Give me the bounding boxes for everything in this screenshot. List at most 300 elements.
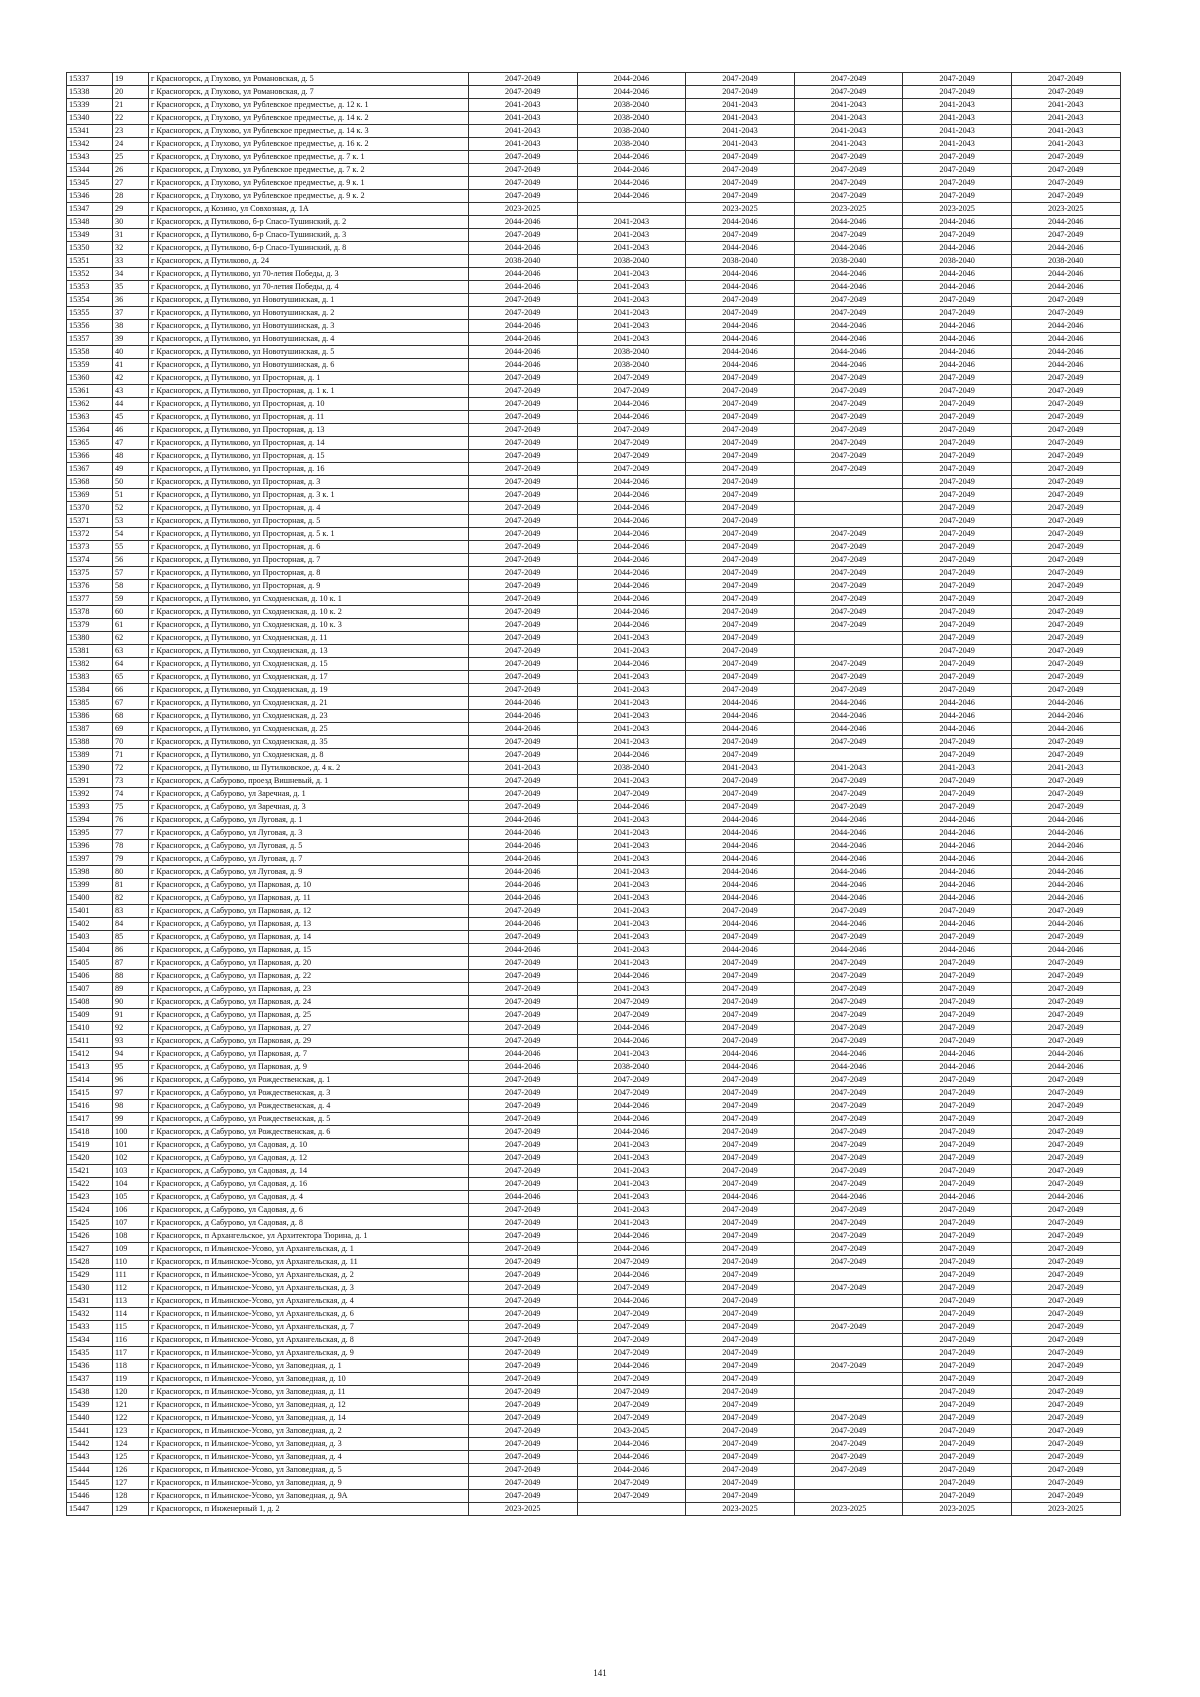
period-cell: 2047-2049 (686, 1425, 795, 1438)
table-row (67, 502, 1121, 515)
period-cell: 2044-2046 (1011, 216, 1120, 229)
row-number-cell: 15362 (67, 398, 113, 411)
period-cell: 2047-2049 (686, 1438, 795, 1451)
period-cell: 2044-2046 (794, 216, 903, 229)
address-cell: г Красногорск, д Сабурово, ул Парковая, д. 24 (149, 996, 469, 1009)
period-cell: 2047-2049 (1011, 1009, 1120, 1022)
period-cell: 2047-2049 (1011, 1321, 1120, 1334)
table-row (67, 1035, 1121, 1048)
table-row (67, 268, 1121, 281)
item-number-cell: 68 (113, 710, 149, 723)
row-number-cell: 15400 (67, 892, 113, 905)
period-cell: 2047-2049 (469, 996, 578, 1009)
period-cell: 2047-2049 (794, 86, 903, 99)
period-cell: 2047-2049 (469, 385, 578, 398)
period-cell (794, 632, 903, 645)
period-cell: 2041-2043 (577, 320, 686, 333)
item-number-cell: 100 (113, 1126, 149, 1139)
period-cell: 2047-2049 (469, 437, 578, 450)
item-number-cell: 103 (113, 1165, 149, 1178)
period-cell: 2044-2046 (794, 853, 903, 866)
row-number-cell: 15432 (67, 1308, 113, 1321)
address-cell: г Красногорск, п Ильинское-Усово, ул Заповедная, д. 9А (149, 1490, 469, 1503)
period-cell: 2044-2046 (903, 853, 1012, 866)
period-cell: 2047-2049 (903, 1321, 1012, 1334)
row-number-cell: 15435 (67, 1347, 113, 1360)
row-number-cell: 15446 (67, 1490, 113, 1503)
table-row (67, 697, 1121, 710)
period-cell: 2047-2049 (469, 801, 578, 814)
period-cell: 2047-2049 (469, 502, 578, 515)
period-cell: 2044-2046 (1011, 346, 1120, 359)
period-cell: 2047-2049 (903, 1334, 1012, 1347)
item-number-cell: 120 (113, 1386, 149, 1399)
table-row (67, 1412, 1121, 1425)
address-cell: г Красногорск, п Ильинское-Усово, ул Архангельская, д. 9 (149, 1347, 469, 1360)
period-cell: 2047-2049 (903, 957, 1012, 970)
row-number-cell: 15366 (67, 450, 113, 463)
period-cell: 2041-2043 (794, 125, 903, 138)
period-cell: 2044-2046 (903, 866, 1012, 879)
item-number-cell: 46 (113, 424, 149, 437)
item-number-cell: 49 (113, 463, 149, 476)
period-cell: 2044-2046 (903, 242, 1012, 255)
period-cell: 2047-2049 (577, 1009, 686, 1022)
period-cell: 2047-2049 (794, 684, 903, 697)
row-number-cell: 15364 (67, 424, 113, 437)
period-cell: 2047-2049 (903, 1308, 1012, 1321)
period-cell: 2047-2049 (469, 1334, 578, 1347)
item-number-cell: 93 (113, 1035, 149, 1048)
period-cell: 2047-2049 (469, 411, 578, 424)
page-number: 141 (593, 1668, 607, 1678)
period-cell: 2038-2040 (577, 99, 686, 112)
table-row (67, 567, 1121, 580)
period-cell: 2044-2046 (686, 359, 795, 372)
row-number-cell: 15410 (67, 1022, 113, 1035)
period-cell: 2047-2049 (794, 177, 903, 190)
item-number-cell: 106 (113, 1204, 149, 1217)
period-cell: 2044-2046 (469, 1191, 578, 1204)
table-row (67, 1061, 1121, 1074)
address-cell: г Красногорск, д Глухово, ул Рублевское предместье, д. 9 к. 1 (149, 177, 469, 190)
period-cell: 2047-2049 (469, 957, 578, 970)
period-cell: 2044-2046 (577, 164, 686, 177)
period-cell: 2047-2049 (469, 1399, 578, 1412)
period-cell: 2047-2049 (903, 489, 1012, 502)
period-cell: 2047-2049 (794, 736, 903, 749)
table-row (67, 879, 1121, 892)
address-cell: г Красногорск, п Ильинское-Усово, ул Заповедная, д. 9 (149, 1477, 469, 1490)
table-row (67, 1503, 1121, 1516)
period-cell: 2047-2049 (686, 775, 795, 788)
item-number-cell: 89 (113, 983, 149, 996)
table-row (67, 450, 1121, 463)
period-cell: 2047-2049 (903, 1074, 1012, 1087)
row-number-cell: 15415 (67, 1087, 113, 1100)
period-cell: 2044-2046 (469, 697, 578, 710)
period-cell: 2047-2049 (794, 190, 903, 203)
address-cell: г Красногорск, д Сабурово, ул Рождественская, д. 1 (149, 1074, 469, 1087)
period-cell: 2041-2043 (577, 671, 686, 684)
period-cell: 2041-2043 (577, 879, 686, 892)
period-cell: 2041-2043 (1011, 99, 1120, 112)
table-row (67, 801, 1121, 814)
table-row (67, 762, 1121, 775)
row-number-cell: 15401 (67, 905, 113, 918)
row-number-cell: 15396 (67, 840, 113, 853)
address-cell: г Красногорск, д Путилково, ул Сходненская, д. 21 (149, 697, 469, 710)
address-cell: г Красногорск, д Путилково, ул Новотушинская, д. 3 (149, 320, 469, 333)
table-row (67, 1100, 1121, 1113)
period-cell: 2023-2025 (1011, 203, 1120, 216)
period-cell: 2047-2049 (686, 1178, 795, 1191)
address-cell: г Красногорск, д Сабурово, ул Парковая, д. 25 (149, 1009, 469, 1022)
period-cell: 2047-2049 (1011, 1139, 1120, 1152)
period-cell: 2038-2040 (469, 255, 578, 268)
period-cell: 2047-2049 (469, 554, 578, 567)
address-cell: г Красногорск, д Сабурово, ул Рождественская, д. 6 (149, 1126, 469, 1139)
period-cell: 2047-2049 (469, 177, 578, 190)
period-cell: 2047-2049 (686, 1126, 795, 1139)
period-cell: 2041-2043 (469, 762, 578, 775)
period-cell: 2047-2049 (794, 905, 903, 918)
period-cell: 2047-2049 (686, 73, 795, 86)
period-cell: 2047-2049 (469, 1035, 578, 1048)
period-cell: 2047-2049 (469, 1217, 578, 1230)
period-cell: 2047-2049 (686, 1009, 795, 1022)
period-cell: 2047-2049 (903, 1139, 1012, 1152)
period-cell: 2047-2049 (469, 632, 578, 645)
period-cell: 2044-2046 (577, 580, 686, 593)
item-number-cell: 21 (113, 99, 149, 112)
period-cell: 2047-2049 (686, 996, 795, 1009)
period-cell: 2047-2049 (1011, 151, 1120, 164)
row-number-cell: 15439 (67, 1399, 113, 1412)
period-cell: 2041-2043 (903, 125, 1012, 138)
period-cell: 2041-2043 (903, 99, 1012, 112)
address-cell: г Красногорск, д Сабурово, ул Луговая, д. 5 (149, 840, 469, 853)
row-number-cell: 15359 (67, 359, 113, 372)
period-cell: 2041-2043 (577, 814, 686, 827)
table-row (67, 1087, 1121, 1100)
period-cell (794, 1308, 903, 1321)
period-cell: 2047-2049 (469, 671, 578, 684)
item-number-cell: 26 (113, 164, 149, 177)
table-row (67, 671, 1121, 684)
table-row (67, 216, 1121, 229)
table-row (67, 736, 1121, 749)
period-cell: 2047-2049 (903, 1360, 1012, 1373)
period-cell: 2047-2049 (903, 398, 1012, 411)
period-cell: 2047-2049 (903, 424, 1012, 437)
period-cell: 2047-2049 (794, 437, 903, 450)
period-cell: 2044-2046 (469, 268, 578, 281)
item-number-cell: 125 (113, 1451, 149, 1464)
period-cell: 2047-2049 (686, 229, 795, 242)
row-number-cell: 15361 (67, 385, 113, 398)
item-number-cell: 115 (113, 1321, 149, 1334)
address-cell: г Красногорск, д Путилково, ул Сходненская, д. 35 (149, 736, 469, 749)
period-cell: 2047-2049 (1011, 749, 1120, 762)
period-cell: 2047-2049 (686, 567, 795, 580)
period-cell: 2047-2049 (794, 73, 903, 86)
period-cell: 2047-2049 (903, 1412, 1012, 1425)
row-number-cell: 15391 (67, 775, 113, 788)
address-cell: г Красногорск, д Глухово, ул Рублевское предместье, д. 14 к. 2 (149, 112, 469, 125)
period-cell: 2047-2049 (903, 385, 1012, 398)
item-number-cell: 83 (113, 905, 149, 918)
table-row (67, 203, 1121, 216)
period-cell: 2047-2049 (903, 294, 1012, 307)
period-cell: 2044-2046 (1011, 853, 1120, 866)
period-cell: 2047-2049 (903, 554, 1012, 567)
period-cell: 2044-2046 (577, 411, 686, 424)
period-cell: 2044-2046 (577, 1438, 686, 1451)
address-cell: г Красногорск, д Сабурово, ул Заречная, д. 1 (149, 788, 469, 801)
period-cell: 2044-2046 (794, 320, 903, 333)
period-cell: 2041-2043 (686, 138, 795, 151)
period-cell: 2047-2049 (469, 684, 578, 697)
period-cell: 2044-2046 (686, 320, 795, 333)
row-number-cell: 15360 (67, 372, 113, 385)
address-cell: г Красногорск, п Архангельское, ул Архитектора Тюрина, д. 1 (149, 1230, 469, 1243)
table-row (67, 1256, 1121, 1269)
row-number-cell: 15365 (67, 437, 113, 450)
period-cell: 2047-2049 (1011, 1217, 1120, 1230)
period-cell: 2047-2049 (903, 437, 1012, 450)
row-number-cell: 15408 (67, 996, 113, 1009)
period-cell: 2047-2049 (903, 151, 1012, 164)
row-number-cell: 15411 (67, 1035, 113, 1048)
period-cell: 2047-2049 (1011, 1256, 1120, 1269)
period-cell: 2041-2043 (577, 1165, 686, 1178)
period-cell (794, 502, 903, 515)
row-number-cell: 15419 (67, 1139, 113, 1152)
item-number-cell: 45 (113, 411, 149, 424)
period-cell: 2044-2046 (469, 866, 578, 879)
item-number-cell: 129 (113, 1503, 149, 1516)
address-cell: г Красногорск, д Сабурово, ул Луговая, д. 9 (149, 866, 469, 879)
table-row (67, 1334, 1121, 1347)
table-row (67, 112, 1121, 125)
period-cell: 2047-2049 (903, 1100, 1012, 1113)
period-cell: 2044-2046 (903, 1191, 1012, 1204)
period-cell: 2044-2046 (577, 151, 686, 164)
address-cell: г Красногорск, п Ильинское-Усово, ул Заповедная, д. 14 (149, 1412, 469, 1425)
period-cell: 2044-2046 (1011, 723, 1120, 736)
period-cell: 2047-2049 (903, 1386, 1012, 1399)
period-cell: 2047-2049 (469, 580, 578, 593)
period-cell: 2047-2049 (903, 1087, 1012, 1100)
row-number-cell: 15372 (67, 528, 113, 541)
item-number-cell: 90 (113, 996, 149, 1009)
period-cell: 2044-2046 (1011, 268, 1120, 281)
period-cell: 2047-2049 (1011, 1243, 1120, 1256)
table-row (67, 944, 1121, 957)
row-number-cell: 15338 (67, 86, 113, 99)
period-cell: 2044-2046 (1011, 1191, 1120, 1204)
item-number-cell: 114 (113, 1308, 149, 1321)
item-number-cell: 69 (113, 723, 149, 736)
period-cell: 2047-2049 (469, 424, 578, 437)
row-number-cell: 15357 (67, 333, 113, 346)
period-cell: 2038-2040 (577, 125, 686, 138)
row-number-cell: 15430 (67, 1282, 113, 1295)
period-cell: 2047-2049 (1011, 671, 1120, 684)
address-cell: г Красногорск, д Сабурово, ул Луговая, д. 3 (149, 827, 469, 840)
item-number-cell: 86 (113, 944, 149, 957)
period-cell: 2047-2049 (686, 372, 795, 385)
address-cell: г Красногорск, д Путилково, ул Сходненская, д. 10 к. 3 (149, 619, 469, 632)
period-cell: 2047-2049 (1011, 1113, 1120, 1126)
table-row (67, 1126, 1121, 1139)
address-cell: г Красногорск, д Путилково, ул Просторная, д. 3 к. 1 (149, 489, 469, 502)
table-row (67, 1386, 1121, 1399)
period-cell: 2047-2049 (1011, 411, 1120, 424)
row-number-cell: 15394 (67, 814, 113, 827)
address-cell: г Красногорск, п Ильинское-Усово, ул Заповедная, д. 3 (149, 1438, 469, 1451)
period-cell: 2047-2049 (686, 1308, 795, 1321)
row-number-cell: 15425 (67, 1217, 113, 1230)
period-cell: 2044-2046 (903, 359, 1012, 372)
period-cell: 2047-2049 (686, 151, 795, 164)
row-number-cell: 15348 (67, 216, 113, 229)
address-cell: г Красногорск, п Ильинское-Усово, ул Заповедная, д. 11 (149, 1386, 469, 1399)
address-cell: г Красногорск, д Путилково, ул Просторная, д. 10 (149, 398, 469, 411)
period-cell: 2047-2049 (1011, 983, 1120, 996)
period-cell: 2041-2043 (794, 99, 903, 112)
period-cell: 2047-2049 (469, 190, 578, 203)
period-cell: 2041-2043 (794, 762, 903, 775)
period-cell: 2044-2046 (794, 918, 903, 931)
period-cell: 2047-2049 (577, 450, 686, 463)
address-cell: г Красногорск, д Сабурово, ул Парковая, д. 13 (149, 918, 469, 931)
table-row (67, 307, 1121, 320)
period-cell: 2047-2049 (794, 996, 903, 1009)
address-cell: г Красногорск, д Сабурово, ул Парковая, д. 11 (149, 892, 469, 905)
period-cell: 2044-2046 (577, 528, 686, 541)
period-cell: 2041-2043 (577, 294, 686, 307)
address-cell: г Красногорск, д Глухово, ул Рублевское предместье, д. 12 к. 1 (149, 99, 469, 112)
period-cell: 2047-2049 (469, 1464, 578, 1477)
period-cell: 2047-2049 (469, 1152, 578, 1165)
period-cell: 2044-2046 (686, 944, 795, 957)
address-cell: г Красногорск, д Сабурово, ул Парковая, д. 20 (149, 957, 469, 970)
period-cell: 2044-2046 (1011, 944, 1120, 957)
address-cell: г Красногорск, д Путилково, д. 24 (149, 255, 469, 268)
row-number-cell: 15342 (67, 138, 113, 151)
period-cell: 2044-2046 (577, 177, 686, 190)
row-number-cell: 15374 (67, 554, 113, 567)
period-cell: 2047-2049 (1011, 1334, 1120, 1347)
period-cell: 2044-2046 (469, 281, 578, 294)
period-cell: 2041-2043 (577, 697, 686, 710)
period-cell: 2044-2046 (794, 333, 903, 346)
period-cell: 2047-2049 (903, 411, 1012, 424)
period-cell: 2047-2049 (1011, 437, 1120, 450)
table-row (67, 606, 1121, 619)
row-number-cell: 15423 (67, 1191, 113, 1204)
row-number-cell: 15387 (67, 723, 113, 736)
item-number-cell: 116 (113, 1334, 149, 1347)
period-cell: 2047-2049 (903, 983, 1012, 996)
table-row (67, 996, 1121, 1009)
period-cell: 2047-2049 (469, 515, 578, 528)
period-cell: 2047-2049 (1011, 645, 1120, 658)
period-cell: 2047-2049 (903, 528, 1012, 541)
item-number-cell: 38 (113, 320, 149, 333)
period-cell: 2044-2046 (469, 216, 578, 229)
period-cell: 2047-2049 (469, 567, 578, 580)
period-cell: 2047-2049 (903, 1204, 1012, 1217)
period-cell: 2047-2049 (577, 1256, 686, 1269)
period-cell: 2041-2043 (577, 1204, 686, 1217)
period-cell: 2044-2046 (577, 515, 686, 528)
period-cell: 2041-2043 (577, 1191, 686, 1204)
period-cell: 2047-2049 (903, 190, 1012, 203)
table-row (67, 1282, 1121, 1295)
period-cell: 2047-2049 (903, 164, 1012, 177)
row-number-cell: 15353 (67, 281, 113, 294)
period-cell: 2047-2049 (903, 905, 1012, 918)
address-cell: г Красногорск, д Путилково, ул Сходненская, д. 8 (149, 749, 469, 762)
period-cell: 2041-2043 (577, 281, 686, 294)
period-cell: 2047-2049 (686, 1477, 795, 1490)
row-number-cell: 15416 (67, 1100, 113, 1113)
address-cell: г Красногорск, д Путилково, ш Путилковское, д. 4 к. 2 (149, 762, 469, 775)
period-cell: 2041-2043 (577, 242, 686, 255)
period-cell: 2047-2049 (903, 632, 1012, 645)
item-number-cell: 122 (113, 1412, 149, 1425)
table-row (67, 1152, 1121, 1165)
period-cell: 2038-2040 (577, 359, 686, 372)
period-cell: 2047-2049 (794, 1087, 903, 1100)
period-cell: 2044-2046 (794, 814, 903, 827)
period-cell: 2047-2049 (794, 658, 903, 671)
period-cell: 2044-2046 (577, 398, 686, 411)
item-number-cell: 124 (113, 1438, 149, 1451)
period-cell (794, 1399, 903, 1412)
period-cell: 2044-2046 (469, 944, 578, 957)
period-cell: 2047-2049 (903, 1373, 1012, 1386)
item-number-cell: 126 (113, 1464, 149, 1477)
period-cell: 2044-2046 (903, 320, 1012, 333)
period-cell: 2047-2049 (686, 554, 795, 567)
period-cell: 2047-2049 (794, 1113, 903, 1126)
period-cell: 2047-2049 (1011, 970, 1120, 983)
row-number-cell: 15355 (67, 307, 113, 320)
table-row (67, 86, 1121, 99)
period-cell: 2044-2046 (903, 216, 1012, 229)
period-cell: 2041-2043 (577, 983, 686, 996)
period-cell: 2044-2046 (577, 190, 686, 203)
period-cell: 2047-2049 (1011, 73, 1120, 86)
period-cell: 2047-2049 (686, 1022, 795, 1035)
period-cell: 2047-2049 (686, 385, 795, 398)
period-cell: 2047-2049 (686, 437, 795, 450)
address-cell: г Красногорск, п Ильинское-Усово, ул Архангельская, д. 8 (149, 1334, 469, 1347)
address-cell: г Красногорск, п Ильинское-Усово, ул Архангельская, д. 1 (149, 1243, 469, 1256)
table-row (67, 632, 1121, 645)
row-number-cell: 15422 (67, 1178, 113, 1191)
period-cell: 2044-2046 (469, 918, 578, 931)
period-cell: 2047-2049 (469, 1165, 578, 1178)
address-cell: г Красногорск, д Сабурово, ул Парковая, д. 10 (149, 879, 469, 892)
period-cell: 2041-2043 (577, 944, 686, 957)
period-cell: 2047-2049 (794, 398, 903, 411)
period-cell: 2047-2049 (1011, 1347, 1120, 1360)
